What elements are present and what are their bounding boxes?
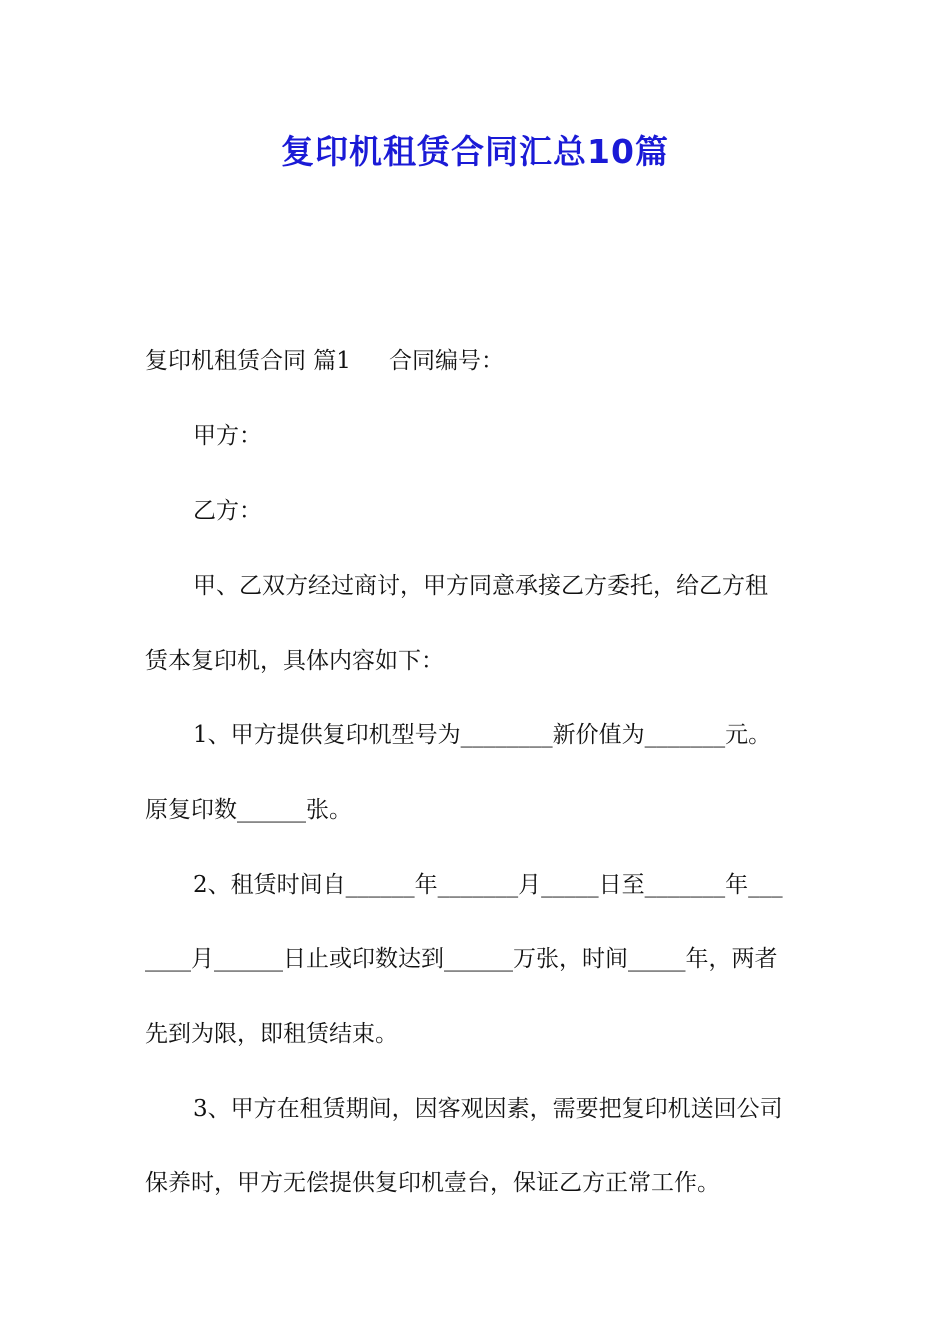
clause-2-line-3: 先到为限，即租赁结束。 bbox=[145, 1021, 398, 1047]
clause-1-line-1: 1、甲方提供复印机型号为________新价值为_______元。 bbox=[193, 722, 772, 748]
clause-2-line-2: ____月______日止或印数达到______万张，时间_____年，两者 bbox=[145, 946, 778, 972]
clause-2-line-1: 2、租赁时间自______年_______月_____日至_______年___ bbox=[193, 872, 783, 898]
paragraph-intro-line-1: 甲、乙双方经过商讨，甲方同意承接乙方委托，给乙方租 bbox=[193, 573, 768, 599]
document-title: 复印机租赁合同汇总10篇 bbox=[281, 132, 669, 171]
clause-1-line-2: 原复印数______张。 bbox=[145, 797, 352, 823]
clause-3-line-1: 3、甲方在租赁期间，因客观因素，需要把复印机送回公司 bbox=[193, 1096, 783, 1122]
clause-3-line-2: 保养时，甲方无偿提供复印机壹台，保证乙方正常工作。 bbox=[145, 1170, 720, 1196]
contract-number-label: 合同编号： bbox=[388, 348, 504, 374]
section-header bbox=[145, 346, 810, 376]
party-b-line: 乙方： bbox=[193, 498, 262, 524]
section-label: 复印机租赁合同 篇1 bbox=[145, 348, 351, 374]
party-a-line: 甲方： bbox=[193, 423, 262, 449]
paragraph-intro-line-2: 赁本复印机，具体内容如下： bbox=[145, 648, 444, 674]
